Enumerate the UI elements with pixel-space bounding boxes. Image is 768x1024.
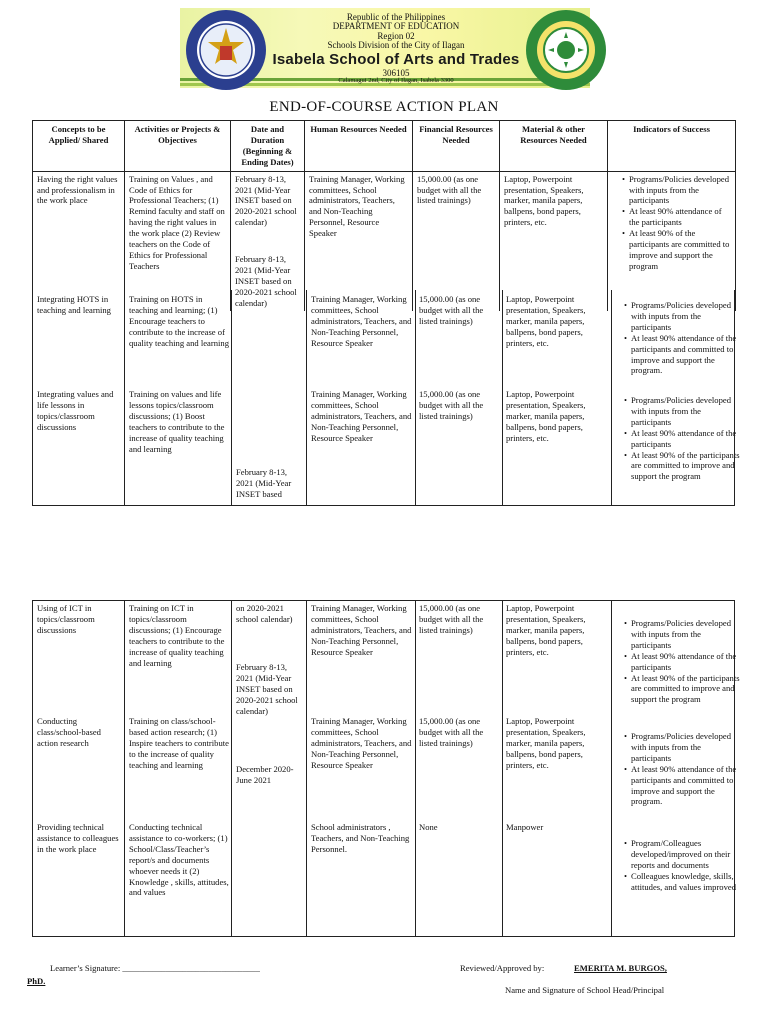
indicator-list [614,731,742,807]
date-cell: February 8-13, 2021 (Mid-Year INSET based [236,467,292,499]
school-id: 306105 [382,67,410,78]
hr-cell: Training Manager, Working committees, School administrators, Teachers, and Non-Teaching Personnel, Resource Speaker [311,716,412,770]
cell-text: 15,000.00 (as one budget with all the listed trainings) [417,173,482,206]
row-ict [32,601,740,716]
col-divider [611,290,612,506]
column-header: Activities or Projects & Objectives [125,121,231,172]
concept-cell: Integrating values and life lessons in topics/classroom discussions [37,389,114,432]
activity-cell: Training on class/school-based action research; (1) Inspire teachers to contribute to the increase of quality teaching and learning [129,716,229,770]
indicator-item: • At least 90% attendance of the participants and committed to improve and support the program. [624,764,742,808]
indicator-list [614,618,742,705]
activity-cell: Conducting technical assistance to co-workers; (1) School/Class/Teacher’s report/s and documents whoever needs it (2) Knowledge , skills, attitudes, and values [129,822,229,898]
activity-cell: Training on HOTS in teaching and learning; (1) Encourage teachers to contribute to the increase of quality teaching and learning [129,294,229,348]
table-frame-p1 [32,290,735,506]
material-cell: Laptop, Powerpoint presentation, Speakers, marker, manila papers, ballpens, bond papers, printers, etc. [506,603,586,657]
financial-cell: 15,000.00 (as one budget with all the listed trainings) [419,603,484,635]
indicator-item: • At least 90% attendance of the participants [624,651,742,673]
reviewed-label: Reviewed/Approved by: [460,963,545,973]
date-cell: on 2020-2021 school calendar) [236,603,293,624]
column-header: Financial Resources Needed [413,121,500,172]
page-title: END-OF-COURSE ACTION PLAN [269,99,499,115]
indicator-item: • Program/Colleagues developed/improved on their reports and documents [624,838,742,871]
col-divider [124,290,125,506]
header-text [246,13,546,85]
financial-cell: 15,000.00 (as one budget with all the listed trainings) [419,294,484,326]
material-cell: Laptop, Powerpoint presentation, Speakers, marker, manila papers, ballpens, bond papers, printers, etc. [506,294,586,348]
indicator-item: • At least 90% attendance of the participants [624,428,742,450]
material-cell: Laptop, Powerpoint presentation, Speakers, marker, manila papers, ballpens, bond papers, printers, etc. [506,389,586,443]
indicator-item: • At least 90% of the participants are committed to improve and support the program [624,673,742,706]
division-line: Schools Division of the City of Ilagan [327,40,465,51]
indicator-item: • Programs/Policies developed with inputs from the participants [624,731,742,764]
learner-signature-line: Learner’s Signature: ________________________________ [50,963,260,973]
hr-cell: Training Manager, Working committees, School administrators, Teachers, and Non-Teaching Personnel, Resource Speaker [311,603,412,657]
school-head-name: EMERITA M. BURGOS, [574,963,667,973]
col-divider [231,290,232,506]
date-cell: February 8-13, 2021 (Mid-Year INSET based on 2020-2021 school calendar) [236,662,298,716]
cell-text: Laptop, Powerpoint presentation, Speakers, marker, manila papers, ballpens, bond papers, printers, etc. [504,173,584,228]
indicator-item: • At least 90% attendance of the participants [622,206,731,228]
concept-cell: Providing technical assistance to colleagues in the work place [37,822,119,854]
school-address: Calamagui 2nd, City of Ilagan, Isabela 3300 [338,76,454,84]
column-header: Human Resources Needed [305,121,413,172]
cell-text: February 8-13, 2021 (Mid-Year INSET based on 2020-2021 school calendar) [235,173,297,228]
concept-cell: Conducting class/school-based action research [37,716,101,748]
indicator-item: • Programs/Policies developed with inputs from the participants [624,618,742,651]
indicator-item: • Programs/Policies developed with inputs from the participants [622,174,731,207]
indicator-item: • At least 90% of the participants are committed to improve and support the program [624,450,742,483]
indicator-item: • Colleagues knowledge, skills, attitudes, and values improved [624,871,742,893]
indicator-list [614,838,742,893]
school-name: Isabela School of Arts and Trades [272,50,520,68]
column-header: Material & other Resources Needed [500,121,608,172]
table-header-row [33,121,736,172]
cell-text: Training on Values , and Code of Ethics for Professional Teachers; (1) Remind faculty and staff on having the right values in the work place (2) Review teachers on the Code of Ethics for Professional Teachers [129,173,225,271]
financial-cell: 15,000.00 (as one budget with all the listed trainings) [419,389,484,421]
cell-text: February 8-13, 2021 (Mid-Year INSET based on 2020-2021 school calendar) [235,254,297,308]
col-divider [502,290,503,506]
action-plan-table [32,120,736,311]
hr-cell: Training Manager, Working committees, School administrators, Teachers, and Non-Teaching Personnel, Resource Speaker [311,294,412,348]
material-cell: Laptop, Powerpoint presentation, Speakers, marker, manila papers, ballpens, bond papers, printers, etc. [506,716,586,770]
material-cell: Manpower [506,822,544,832]
indicator-item: • At least 90% attendance of the participants and committed to improve and support the program. [624,333,742,377]
region-line: Region 02 [377,30,415,41]
date-cell: December 2020-June 2021 [236,764,294,785]
school-head-suffix: PhD. [27,976,46,986]
indicator-item: • At least 90% of the participants are committed to improve and support the program [622,228,731,272]
column-header: Indicators of Success [608,121,736,172]
department-line: DEPARTMENT OF EDUCATION [332,21,460,32]
hr-cell: School administrators , Teachers, and Non-Teaching Personnel. [311,822,410,854]
concept-cell: Using of ICT in topics/classroom discussions [37,603,95,635]
row-technical-assistance [32,819,735,929]
indicator-list [612,174,731,272]
col-divider [415,290,416,506]
column-header: Concepts to be Applied/ Shared [33,121,125,172]
school-head-caption: Name and Signature of School Head/Principal [505,985,665,995]
financial-cell: None [419,822,438,832]
col-divider [306,290,307,506]
hr-cell: Training Manager, Working committees, School administrators, Teachers, and Non-Teaching Personnel, Resource Speaker [311,389,412,443]
republic-line: Republic of the Philippines [346,12,446,22]
cell-text: Having the right values and professionalism in the work place [37,173,118,206]
row-action-research [32,714,735,818]
activity-cell: Training on ICT in topics/classroom discussions; (1) Encourage teachers to contribute to the increase of quality teaching and learning [129,603,225,668]
activity-cell: Training on values and life lessons topics/classroom discussions; (1) Boost teachers to contribute to the increase of quality teaching and learning [129,389,225,454]
cell-text: Training Manager, Working committees, School administrators, Teachers, and Non-Teaching Personnel, Resource Speaker [309,173,405,239]
concept-cell: Integrating HOTS in teaching and learning [37,294,111,315]
column-header: Date and Duration (Beginning & Ending Dates) [231,121,305,172]
indicator-item: • Programs/Policies developed with inputs from the participants [624,300,742,333]
indicator-item: • Programs/Policies developed with inputs from the participants [624,395,742,428]
financial-cell: 15,000.00 (as one budget with all the listed trainings) [419,716,484,748]
